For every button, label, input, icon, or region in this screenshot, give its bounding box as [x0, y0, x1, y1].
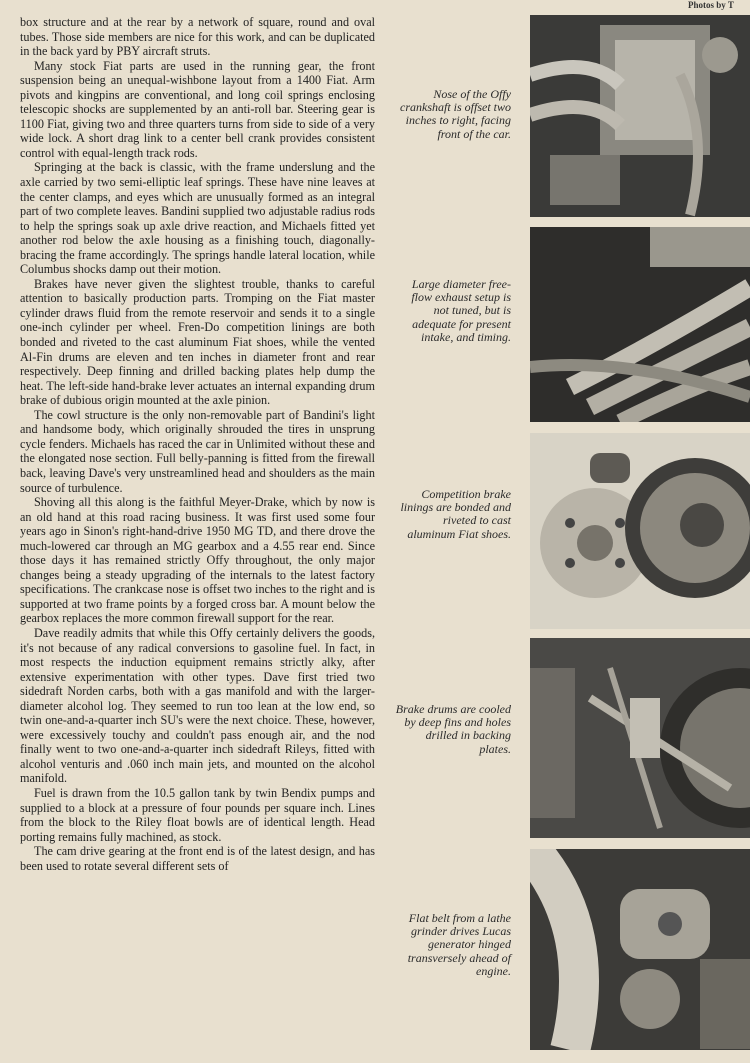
- paragraph: Springing at the back is classic, with the frame underslung and the axle carried by two semi-elliptic leaf springs. These have nine leaves at the center clamps, and eyes which are unusually formed as an integral part of two complete leaves. Bandini supplied two adjustable radius rods to help the springs soak up axle drive reaction, and Michaels fitted yet another rod below the axle housing as a finishing touch, diagonally-bracing the frame accordingly. The springs handle lateral location, while Columbus shocks damp out their motion.: [20, 160, 375, 277]
- paragraph: box structure and at the rear by a network of square, round and oval tubes. Those side members are nice for this work, and can be duplicated in the back yard by PBY aircraft struts.: [20, 15, 375, 59]
- paragraph: Dave readily admits that while this Offy certainly delivers the goods, it's not because of any radical conversions to gasoline fuel. In fact, in most respects the induction equipment remains strictly alky, after extensive experimentation with other types. Dave first tried two sidedraft Norden carbs, both with a gas manifold and with the larger-diameter alcohol log. They seemed to run too lean at the low end, so twin one-and-a-quarter inch SU's were the next choice. These, however, were excessively touchy and couldn't pass enough air, and the nod finally went to two one-and-a-quarter inch sidedraft Rileys, fitted with alcohol venturis and .060 inch main jets, and mounted on the alcohol manifold.: [20, 625, 375, 786]
- paragraph: Brakes have never given the slightest trouble, thanks to careful attention to basically production parts. Tromping on the Fiat master cylinder draws fluid from the remote reservoir and sends it to a single one-inch cylinder per wheel. Fren-Do competition linings are both bonded and riveted to the cast aluminum Fiat shoes, while the vented Al-Fin drums are eleven and ten inches in diameter front and rear respectively. Deep finning and drilled backing plates help dump the heat. The left-side hand-brake lever actuates an internal expanding drum brake of dubious origin mounted at the axle pinion.: [20, 276, 375, 408]
- article-body: [20, 15, 375, 873]
- caption-brake-drums: Brake drums are cooled by deep fins and holes drilled in backing plates.: [395, 702, 511, 756]
- photo-credit: Photos by T: [688, 0, 734, 10]
- brake-drum-photo: [530, 638, 750, 838]
- caption-exhaust: Large diameter free-flow exhaust setup is not tuned, but is adequate for present intake, and timing.: [411, 277, 511, 344]
- paragraph: Many stock Fiat parts are used in the running gear, the front suspension being an unequal-wishbone layout from a 1400 Fiat. Arm pivots and kingpins are conventional, and long coil springs enclosing telescopic shocks are supplemented by an anti-roll bar. Steering gear is 1100 Fiat, giving two and three quarters turns from side to side of a very wide lock. A short drag link to a center bell crank provides consistent control with equal-length track rods.: [20, 58, 375, 160]
- brake-shoe-photo: [530, 433, 750, 629]
- paragraph: Shoving all this along is the faithful Meyer-Drake, which by now is an old hand at this road racing business. It was first used some four years ago in Sinon's right-hand-drive 1950 MG TD, and there drove the much-lowered car through an MG gearbox and a 4.55 rear end. Since those days it has remained strictly Offy throughout, the only major changes being a steady upgrading of the internals to the latest factory specifications. The crankcase nose is offset two inches to the right and is supported at two frame points by a forged cross bar. A mount below the gearbox replaces the more common firewall support for the rear.: [20, 495, 375, 626]
- paragraph: The cowl structure is the only non-removable part of Bandini's light and handsome body, which originally shrouded the tires in unsprung cycle fenders. Michaels has raced the car in Unlimited without these and the elongated nose section. Full belly-panning is fitted from the firewall back, leaving Dave's very unstreamlined head and shoulders as the main source of turbulence.: [20, 407, 375, 495]
- caption-brake-linings: Competition brake linings are bonded and riveted to cast aluminum Fiat shoes.: [400, 487, 511, 541]
- exhaust-photo: [530, 227, 750, 422]
- caption-generator: Flat belt from a lathe grinder drives Lucas generator hinged transversely ahead of engine.: [407, 911, 511, 978]
- engine-photo: [530, 15, 750, 217]
- paragraph: The cam drive gearing at the front end is of the latest design, and has been used to rotate several different sets of: [20, 844, 375, 873]
- paragraph: Fuel is drawn from the 10.5 gallon tank by twin Bendix pumps and supplied to a block at a pressure of four pounds per square inch. Lines from the block to the Riley float bowls are of identical length. Head porting remains fully machined, as stock.: [20, 785, 375, 844]
- caption-offy-crankshaft: Nose of the Offy crankshaft is offset two inches to right, facing front of the car.: [400, 87, 511, 141]
- generator-photo: [530, 849, 750, 1050]
